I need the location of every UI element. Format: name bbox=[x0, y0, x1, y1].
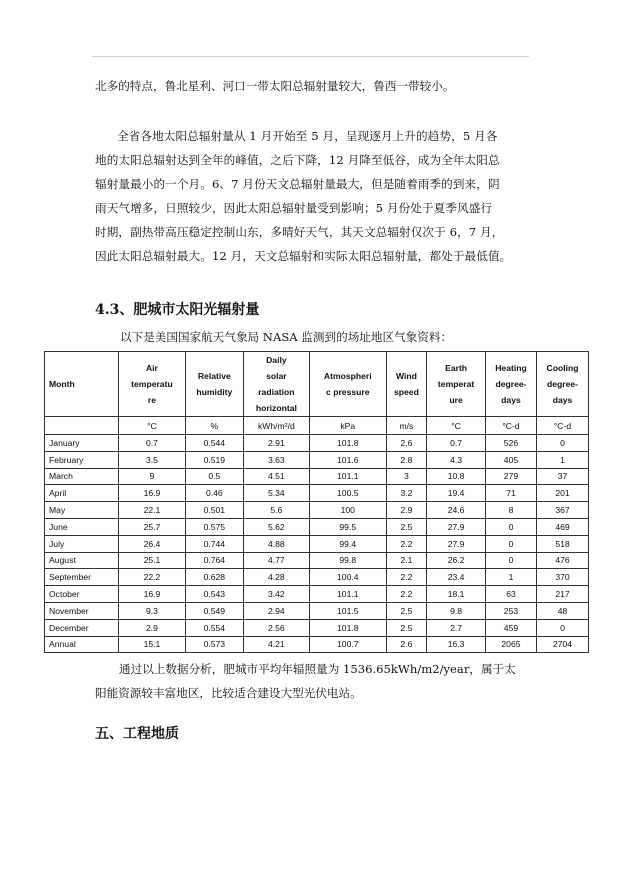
table-cell: 476 bbox=[537, 552, 589, 569]
table-cell: 25.1 bbox=[118, 552, 185, 569]
paragraph-3-line: 通过以上数据分析，肥城市平均年辐照量为 1536.65kWh/m2/year，属于太 bbox=[119, 662, 516, 676]
table-cell: 2.8 bbox=[386, 451, 427, 468]
table-cell: 0.543 bbox=[185, 586, 243, 603]
paragraph-1: 北多的特点，鲁北星利、河口一带太阳总辐射量较大，鲁西一带较小。 bbox=[95, 79, 455, 93]
table-cell: 0.549 bbox=[185, 602, 243, 619]
table-cell: 2704 bbox=[537, 636, 589, 653]
table-row bbox=[45, 552, 589, 569]
table-cell: 0 bbox=[537, 619, 589, 636]
table-cell: 4.77 bbox=[243, 552, 309, 569]
table-cell: 4.21 bbox=[243, 636, 309, 653]
table-cell: 101.8 bbox=[309, 435, 386, 452]
table-cell: 3.63 bbox=[243, 451, 309, 468]
row-label: April bbox=[45, 485, 119, 502]
table-body bbox=[45, 435, 589, 653]
row-label: July bbox=[45, 535, 119, 552]
table-cell: 2.2 bbox=[386, 586, 427, 603]
table-cell: 2.9 bbox=[118, 619, 185, 636]
header-atmospheric-pressure: Atmospheri c pressure bbox=[309, 352, 386, 417]
table-row bbox=[45, 636, 589, 653]
table-cell: 0.744 bbox=[185, 535, 243, 552]
paragraph-2-line: 雨天气增多，日照较少，因此太阳总辐射量受到影响；5 月份处于夏季风盛行 bbox=[95, 201, 493, 215]
header-solar-radiation: Daily solar radiation horizontal bbox=[243, 352, 309, 417]
table-cell: 0.7 bbox=[118, 435, 185, 452]
table-cell: 2.7 bbox=[427, 619, 486, 636]
table-cell: 0.501 bbox=[185, 502, 243, 519]
row-label: Annual bbox=[45, 636, 119, 653]
table-cell: 526 bbox=[485, 435, 536, 452]
table-cell: 0.764 bbox=[185, 552, 243, 569]
row-label: January bbox=[45, 435, 119, 452]
table-cell: 99.5 bbox=[309, 518, 386, 535]
paragraph-2 bbox=[95, 124, 535, 268]
table-cell: 101.8 bbox=[309, 619, 386, 636]
table-cell: 101.6 bbox=[309, 451, 386, 468]
table-cell: 100.5 bbox=[309, 485, 386, 502]
unit-cell: °C bbox=[118, 417, 185, 435]
table-cell: 2.6 bbox=[386, 636, 427, 653]
header-wind-speed: Wind speed bbox=[386, 352, 427, 417]
table-cell: 8 bbox=[485, 502, 536, 519]
table-cell: 5.34 bbox=[243, 485, 309, 502]
table-row bbox=[45, 468, 589, 485]
table-cell: 253 bbox=[485, 602, 536, 619]
table-cell: 10.8 bbox=[427, 468, 486, 485]
unit-cell: °C-d bbox=[485, 417, 536, 435]
table-cell: 0.544 bbox=[185, 435, 243, 452]
table-cell: 0.554 bbox=[185, 619, 243, 636]
table-row bbox=[45, 485, 589, 502]
table-cell: 0.7 bbox=[427, 435, 486, 452]
table-cell: 0.573 bbox=[185, 636, 243, 653]
header-month: Month bbox=[45, 352, 119, 417]
table-cell: 518 bbox=[537, 535, 589, 552]
table-cell: 99.4 bbox=[309, 535, 386, 552]
table-cell: 22.1 bbox=[118, 502, 185, 519]
unit-cell: °C-d bbox=[537, 417, 589, 435]
table-cell: 1 bbox=[485, 569, 536, 586]
table-cell: 279 bbox=[485, 468, 536, 485]
row-label: October bbox=[45, 586, 119, 603]
table-cell: 3.42 bbox=[243, 586, 309, 603]
table-cell: 16.9 bbox=[118, 485, 185, 502]
table-cell: 71 bbox=[485, 485, 536, 502]
header-heating-degree-days: Heating degree- days bbox=[485, 352, 536, 417]
table-cell: 0.519 bbox=[185, 451, 243, 468]
table-cell: 2.5 bbox=[386, 518, 427, 535]
table-cell: 2.5 bbox=[386, 619, 427, 636]
unit-cell: % bbox=[185, 417, 243, 435]
table-cell: 16.3 bbox=[427, 636, 486, 653]
table-cell: 3.2 bbox=[386, 485, 427, 502]
table-cell: 22.2 bbox=[118, 569, 185, 586]
table-cell: 27.9 bbox=[427, 518, 486, 535]
table-cell: 367 bbox=[537, 502, 589, 519]
table-cell: 48 bbox=[537, 602, 589, 619]
table-cell: 370 bbox=[537, 569, 589, 586]
table-row bbox=[45, 569, 589, 586]
table-cell: 101.1 bbox=[309, 468, 386, 485]
table-row bbox=[45, 619, 589, 636]
table-cell: 2.56 bbox=[243, 619, 309, 636]
table-cell: 16.9 bbox=[118, 586, 185, 603]
unit-cell: kWh/m²/d bbox=[243, 417, 309, 435]
unit-cell bbox=[45, 417, 119, 435]
table-cell: 405 bbox=[485, 451, 536, 468]
unit-cell: m/s bbox=[386, 417, 427, 435]
paragraph-3 bbox=[95, 657, 535, 705]
section-4-3-heading: 4.3、肥城市太阳光辐射量 bbox=[95, 302, 260, 318]
paragraph-2-line: 全省各地太阳总辐射量从 1 月开始至 5 月，呈现逐月上升的趋势，5 月各 bbox=[117, 129, 498, 143]
table-row bbox=[45, 518, 589, 535]
table-cell: 2.2 bbox=[386, 569, 427, 586]
row-label: February bbox=[45, 451, 119, 468]
table-cell: 4.51 bbox=[243, 468, 309, 485]
header-earth-temperature: Earth temperat ure bbox=[427, 352, 486, 417]
table-cell: 9.8 bbox=[427, 602, 486, 619]
table-cell: 0 bbox=[485, 552, 536, 569]
table-cell: 9.3 bbox=[118, 602, 185, 619]
table-cell: 2.1 bbox=[386, 552, 427, 569]
table-cell: 459 bbox=[485, 619, 536, 636]
row-label: August bbox=[45, 552, 119, 569]
table-cell: 201 bbox=[537, 485, 589, 502]
table-cell: 2.91 bbox=[243, 435, 309, 452]
table-cell: 15.1 bbox=[118, 636, 185, 653]
table-row bbox=[45, 451, 589, 468]
table-cell: 100.4 bbox=[309, 569, 386, 586]
header-rule bbox=[92, 56, 529, 57]
table-header-row bbox=[45, 352, 589, 417]
paragraph-2-line: 因此太阳总辐射最大。12 月，天文总辐射和实际太阳总辐射量，都处于最低值。 bbox=[95, 249, 512, 263]
table-cell: 5.62 bbox=[243, 518, 309, 535]
table-cell: 3.5 bbox=[118, 451, 185, 468]
table-row bbox=[45, 435, 589, 452]
table-cell: 4.28 bbox=[243, 569, 309, 586]
table-cell: 27.9 bbox=[427, 535, 486, 552]
row-label: November bbox=[45, 602, 119, 619]
paragraph-2-line: 地的太阳总辐射达到全年的峰值，之后下降，12 月降至低谷，成为全年太阳总 bbox=[95, 153, 500, 167]
header-air-temperature: Air temperatu re bbox=[118, 352, 185, 417]
table-cell: 100.7 bbox=[309, 636, 386, 653]
header-relative-humidity: Relative humidity bbox=[185, 352, 243, 417]
table-cell: 18.1 bbox=[427, 586, 486, 603]
table-cell: 4.88 bbox=[243, 535, 309, 552]
table-cell: 2.5 bbox=[386, 602, 427, 619]
table-cell: 2.94 bbox=[243, 602, 309, 619]
table-row bbox=[45, 535, 589, 552]
row-label: March bbox=[45, 468, 119, 485]
table-cell: 1 bbox=[537, 451, 589, 468]
table-cell: 469 bbox=[537, 518, 589, 535]
unit-cell: °C bbox=[427, 417, 486, 435]
header-cooling-degree-days: Cooling degree- days bbox=[537, 352, 589, 417]
table-cell: 101.5 bbox=[309, 602, 386, 619]
table-cell: 100 bbox=[309, 502, 386, 519]
table-cell: 63 bbox=[485, 586, 536, 603]
row-label: June bbox=[45, 518, 119, 535]
section-5-heading: 五、工程地质 bbox=[95, 726, 179, 742]
table-cell: 0.5 bbox=[185, 468, 243, 485]
table-cell: 0.628 bbox=[185, 569, 243, 586]
table-cell: 0 bbox=[485, 535, 536, 552]
table-cell: 2.6 bbox=[386, 435, 427, 452]
table-cell: 4.3 bbox=[427, 451, 486, 468]
table-cell: 99.8 bbox=[309, 552, 386, 569]
row-label: September bbox=[45, 569, 119, 586]
paragraph-3-line: 阳能资源较丰富地区，比较适合建设大型光伏电站。 bbox=[95, 686, 362, 700]
table-cell: 2.9 bbox=[386, 502, 427, 519]
table-cell: 0.46 bbox=[185, 485, 243, 502]
table-cell: 217 bbox=[537, 586, 589, 603]
table-cell: 23.4 bbox=[427, 569, 486, 586]
table-cell: 101.1 bbox=[309, 586, 386, 603]
table-row bbox=[45, 502, 589, 519]
table-cell: 0.575 bbox=[185, 518, 243, 535]
row-label: May bbox=[45, 502, 119, 519]
table-cell: 2065 bbox=[485, 636, 536, 653]
table-cell: 0 bbox=[485, 518, 536, 535]
table-cell: 5.6 bbox=[243, 502, 309, 519]
table-cell: 26.2 bbox=[427, 552, 486, 569]
table-cell: 2.2 bbox=[386, 535, 427, 552]
table-cell: 24.6 bbox=[427, 502, 486, 519]
table-cell: 26.4 bbox=[118, 535, 185, 552]
table-cell: 9 bbox=[118, 468, 185, 485]
unit-cell: kPa bbox=[309, 417, 386, 435]
table-row bbox=[45, 602, 589, 619]
table-intro: 以下是美国国家航天气象局 NASA 监测到的场址地区气象资料： bbox=[120, 330, 453, 344]
units-row bbox=[45, 417, 589, 435]
table-cell: 19.4 bbox=[427, 485, 486, 502]
table-cell: 0 bbox=[537, 435, 589, 452]
table-cell: 25.7 bbox=[118, 518, 185, 535]
table-cell: 3 bbox=[386, 468, 427, 485]
table-row bbox=[45, 586, 589, 603]
paragraph-2-line: 辐射量最小的一个月。6、7 月份天文总辐射量最大，但是随着雨季的到来，阴 bbox=[95, 177, 500, 191]
table-cell: 37 bbox=[537, 468, 589, 485]
paragraph-2-line: 时期，副热带高压稳定控制山东，多晴好天气，其天文总辐射仅次于 6，7 月， bbox=[95, 225, 504, 239]
row-label: December bbox=[45, 619, 119, 636]
weather-data-table bbox=[44, 351, 589, 653]
